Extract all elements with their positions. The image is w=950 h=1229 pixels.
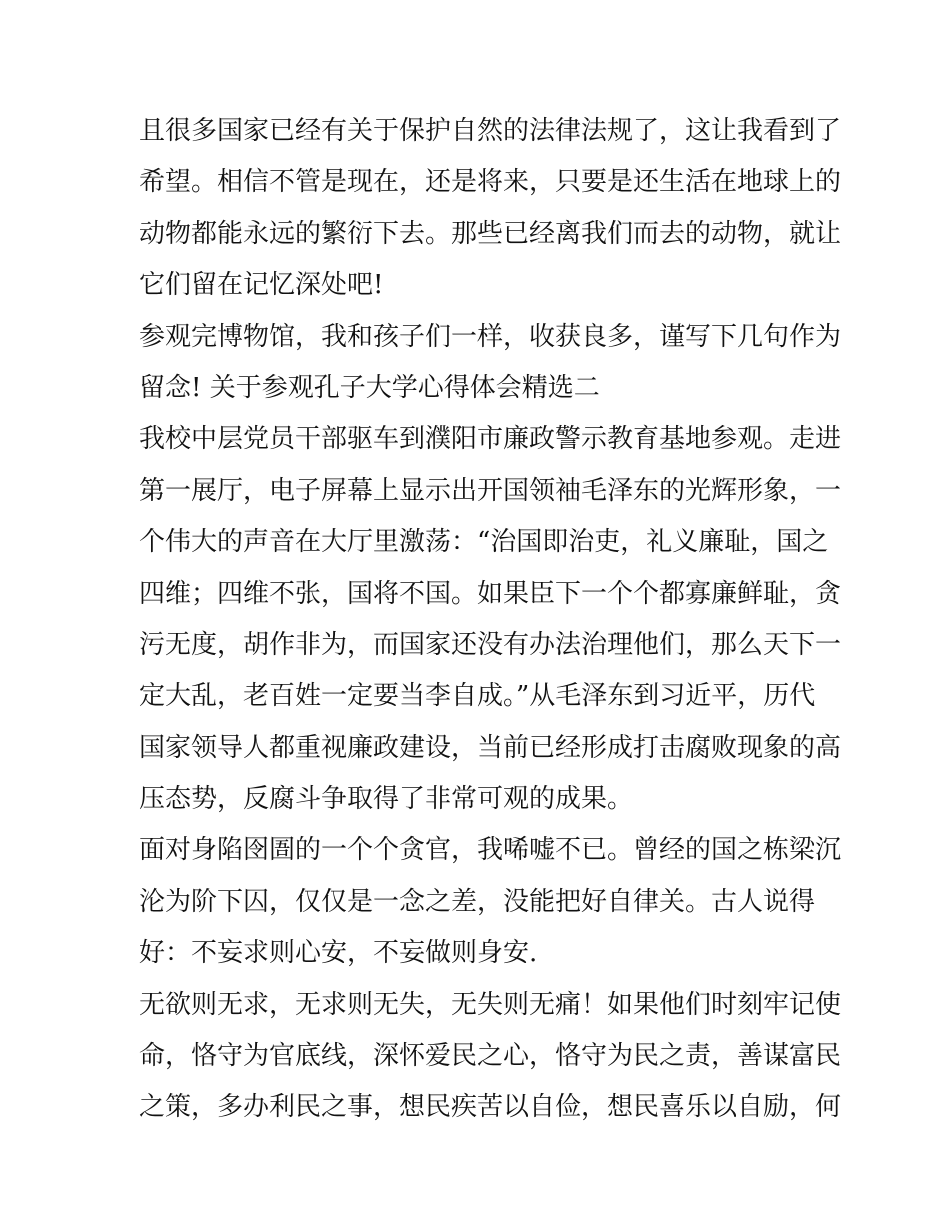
text-line-15: 面对身陷囹圄的一个个贪官，我唏嘘不已。曾经的国之栋梁沉 [139,835,842,866]
text-line-3: 动物都能永远的繁衍下去。那些已经离我们而去的动物，就让 [139,218,842,249]
text-line-7: 我校中层党员干部驱车到濮阳市廉政警示教育基地参观。走进 [139,424,842,455]
body-text [139,106,842,1134]
text-line-5: 参观完博物馆，我和孩子们一样，收获良多，谨写下几句作为 [139,321,842,352]
text-line-14: 压态势，反腐斗争取得了非常可观的成果。 [139,784,634,815]
text-line-12: 定大乱，老百姓一定要当李自成。”从毛泽东到习近平，历代 [139,681,816,712]
text-line-16: 沦为阶下囚，仅仅是一念之差，没能把好自律关。古人说得 [139,886,816,917]
text-line-1: 且很多国家已经有关于保护自然的法律法规了，这让我看到了 [139,116,842,146]
text-line-20: 之策，多办利民之事，想民疾苦以自俭，想民喜乐以自励，何 [139,1092,842,1123]
text-line-17: 好：不妄求则心安，不妄做则身安. [139,938,538,969]
text-line-13: 国家领导人都重视廉政建设，当前已经形成打击腐败现象的高 [139,732,842,763]
text-line-19: 命，恪守为官底线，深怀爱民之心，恪守为民之责，善谋富民 [139,1041,842,1072]
text-line-4: 它们留在记忆深处吧! [139,270,384,301]
text-line-11: 污无度，胡作非为，而国家还没有办法治理他们，那么天下一 [139,629,842,660]
text-line-6: 留念! 关于参观孔子大学心得体会精选二 [139,372,600,403]
text-line-18: 无欲则无求，无求则无失，无失则无痛！如果他们时刻牢记使 [139,989,842,1020]
text-line-9: 个伟大的声音在大厅里激荡：“治国即治吏，礼义廉耻，国之 [139,527,829,558]
text-line-10: 四维；四维不张，国将不国。如果臣下一个个都寡廉鲜耻，贪 [139,578,842,609]
text-line-2: 希望。相信不管是现在，还是将来，只要是还生活在地球上的 [139,167,842,198]
text-line-8: 第一展厅，电子屏幕上显示出开国领袖毛泽东的光辉形象，一 [139,475,842,506]
